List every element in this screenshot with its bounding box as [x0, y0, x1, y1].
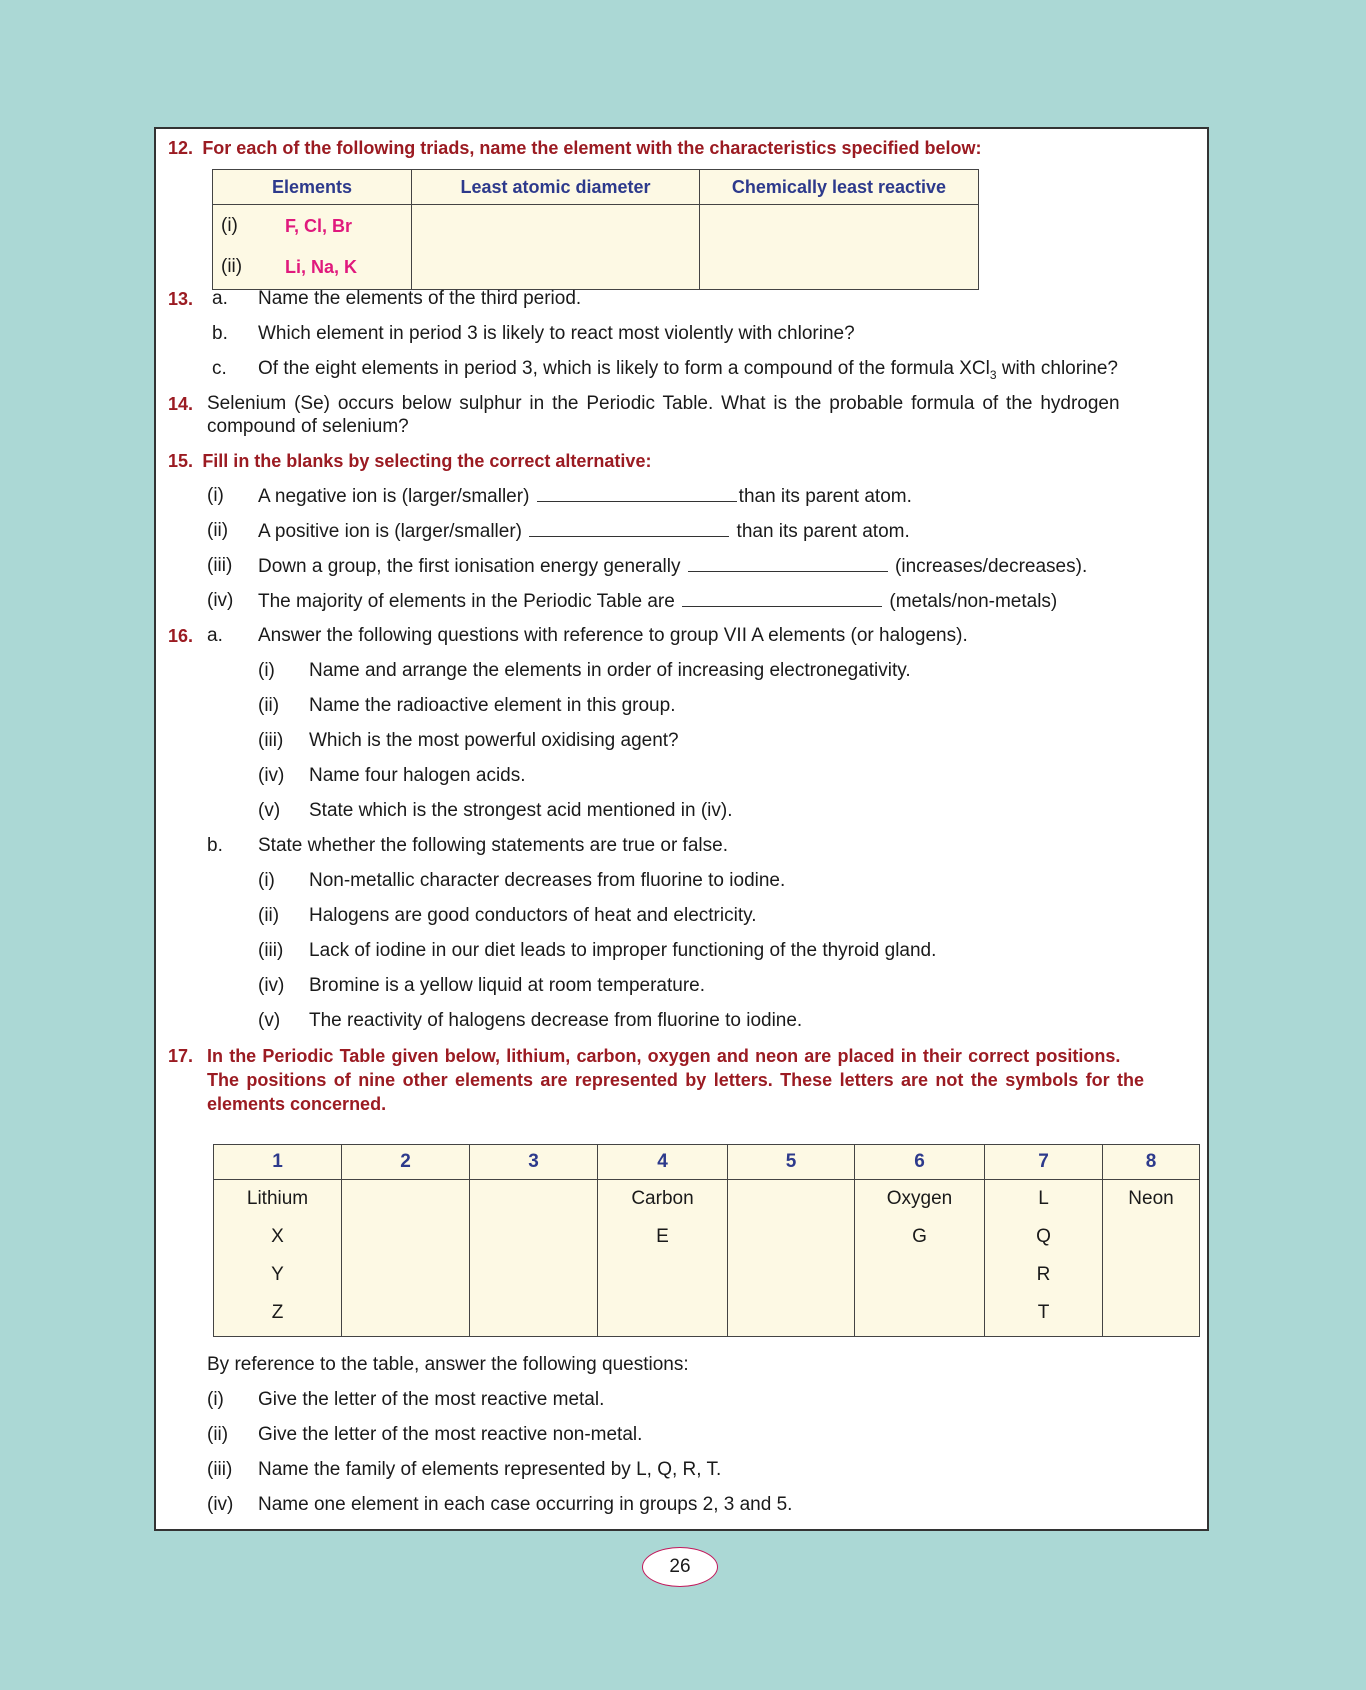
- group-header: 3: [470, 1145, 598, 1180]
- group-column: [214, 1180, 342, 1337]
- question-number: 14.: [168, 394, 194, 414]
- blank-line[interactable]: [537, 485, 737, 502]
- item-text: State which is the strongest acid mentioned in (iv).: [309, 800, 733, 821]
- question-16: [168, 625, 193, 648]
- item-label: (iv): [207, 1494, 234, 1515]
- group-column: [342, 1180, 470, 1337]
- element-entry: Z: [271, 1302, 284, 1323]
- item-text: Name one element in each case occurring in groups 2, 3 and 5.: [258, 1494, 793, 1515]
- sub-question: Of the eight elements in period 3, which is likely to form a compound of the formula XCl$_3$ with chlorine?: [258, 358, 1118, 382]
- fill-blank-item: The majority of elements in the Periodic Table are (metals/non-metals): [258, 591, 1058, 612]
- item-label: (ii): [258, 695, 280, 716]
- group-column: [728, 1180, 855, 1337]
- item-label: (iv): [207, 590, 234, 611]
- sub-question: Name the elements of the third period.: [258, 288, 582, 309]
- triad-elements: Li, Na, K: [285, 257, 358, 277]
- group-header: 5: [728, 1145, 855, 1180]
- sub-label: c.: [212, 358, 227, 379]
- question-text: In the Periodic Table given below, lithium, carbon, oxygen and neon are placed in their correct positions.: [207, 1046, 1121, 1066]
- row-label: (ii): [221, 256, 243, 277]
- item-label: (ii): [207, 1424, 229, 1445]
- sub-label: a.: [207, 625, 223, 646]
- question-number: 15.: [168, 451, 194, 471]
- element-entry: R: [1036, 1264, 1051, 1285]
- item-text: Name four halogen acids.: [309, 765, 526, 786]
- question-number: 12.: [168, 138, 194, 158]
- group-column: [855, 1180, 985, 1337]
- item-label: (i): [258, 870, 275, 891]
- question-text: The positions of nine other elements are represented by letters. These letters are not the symbols for the: [207, 1070, 1145, 1090]
- element-entry: G: [912, 1226, 927, 1247]
- group-column: [985, 1180, 1103, 1337]
- sub-label: b.: [212, 323, 228, 344]
- question-number: 16.: [168, 626, 194, 646]
- blank-line[interactable]: [529, 520, 729, 537]
- element-entry: T: [1037, 1302, 1050, 1323]
- item-label: (ii): [258, 905, 280, 926]
- element-entry: Q: [1036, 1226, 1051, 1247]
- item-label: (i): [207, 1389, 224, 1410]
- element-entry: Oxygen: [886, 1188, 953, 1209]
- item-label: (iii): [207, 555, 233, 576]
- item-text: Non-metallic character decreases from fluorine to iodine.: [309, 870, 786, 891]
- sub-question: Which element in period 3 is likely to react most violently with chlorine?: [258, 323, 855, 344]
- question-text: For each of the following triads, name the element with the characteristics specified below:: [202, 138, 982, 158]
- group-column: [1103, 1180, 1200, 1337]
- item-text: Give the letter of the most reactive metal.: [258, 1389, 605, 1410]
- item-text: Lack of iodine in our diet leads to improper functioning of the thyroid gland.: [309, 940, 937, 961]
- item-label: (v): [258, 1010, 281, 1031]
- item-label: (iii): [207, 1459, 233, 1480]
- element-entry: Carbon: [631, 1188, 694, 1209]
- question-12: [168, 137, 981, 160]
- blank-line[interactable]: [688, 555, 888, 572]
- table-header: Elements: [213, 170, 412, 205]
- item-label: (iv): [258, 975, 285, 996]
- fill-blank-item: A negative ion is (larger/smaller) than its parent atom.: [258, 486, 912, 507]
- group-header: 8: [1103, 1145, 1200, 1180]
- question-number: 17.: [168, 1046, 194, 1066]
- group-header: 4: [598, 1145, 728, 1180]
- answer-cell[interactable]: [412, 205, 700, 290]
- group-column: [598, 1180, 728, 1337]
- question-15: [168, 450, 651, 473]
- group-header: 6: [855, 1145, 985, 1180]
- question-text: compound of selenium?: [207, 416, 409, 437]
- item-label: (iii): [258, 940, 284, 961]
- item-text: The reactivity of halogens decrease from fluorine to iodine.: [309, 1010, 803, 1031]
- item-label: (ii): [207, 520, 229, 541]
- table-header: Least atomic diameter: [412, 170, 700, 205]
- sub-question: State whether the following statements are true or false.: [258, 835, 728, 856]
- blank-line[interactable]: [682, 590, 882, 607]
- item-label: (iii): [258, 730, 284, 751]
- item-text: Name and arrange the elements in order of increasing electronegativity.: [309, 660, 911, 681]
- group-header: 1: [214, 1145, 342, 1180]
- table-header: Chemically least reactive: [700, 170, 979, 205]
- element-entry: Neon: [1128, 1188, 1174, 1209]
- item-label: (v): [258, 800, 281, 821]
- element-entry: Lithium: [246, 1188, 309, 1209]
- item-text: Halogens are good conductors of heat and electricity.: [309, 905, 757, 926]
- table-cell: [213, 205, 412, 290]
- item-label: (iv): [258, 765, 285, 786]
- question-text: Selenium (Se) occurs below sulphur in the Periodic Table. What is the probable formula of the hydrogen: [207, 393, 1120, 414]
- sub-label: a.: [212, 288, 228, 309]
- row-label: (i): [221, 215, 238, 236]
- fill-blank-item: A positive ion is (larger/smaller) than its parent atom.: [258, 521, 910, 542]
- answer-cell[interactable]: [700, 205, 979, 290]
- question-13: [168, 288, 193, 311]
- question-17: [168, 1045, 193, 1068]
- question-text: Fill in the blanks by selecting the correct alternative:: [202, 451, 652, 471]
- item-label: (i): [207, 485, 224, 506]
- periodic-table: [213, 1144, 1200, 1337]
- item-label: (i): [258, 660, 275, 681]
- item-text: Bromine is a yellow liquid at room temperature.: [309, 975, 706, 996]
- triad-elements: F, Cl, Br: [285, 216, 353, 236]
- group-column: [470, 1180, 598, 1337]
- item-text: Name the radioactive element in this group.: [309, 695, 676, 716]
- group-header: 2: [342, 1145, 470, 1180]
- item-text: Which is the most powerful oxidising agent?: [309, 730, 679, 751]
- table-instructions: By reference to the table, answer the following questions:: [207, 1354, 689, 1375]
- element-entry: L: [1038, 1188, 1049, 1209]
- worksheet-page: [154, 127, 1209, 1531]
- group-header: 7: [985, 1145, 1103, 1180]
- item-text: Name the family of elements represented by L, Q, R, T.: [258, 1459, 722, 1480]
- triads-table: [212, 169, 979, 290]
- element-entry: X: [271, 1226, 284, 1247]
- sub-label: b.: [207, 835, 223, 856]
- element-entry: E: [656, 1226, 669, 1247]
- element-entry: Y: [271, 1264, 284, 1285]
- item-text: Give the letter of the most reactive non-metal.: [258, 1424, 643, 1445]
- question-14: [168, 393, 193, 416]
- page-number: 26: [642, 1547, 718, 1587]
- question-text: elements concerned.: [207, 1094, 387, 1114]
- sub-question: Answer the following questions with reference to group VII A elements (or halogens).: [258, 625, 968, 646]
- question-number: 13.: [168, 289, 194, 309]
- fill-blank-item: Down a group, the first ionisation energy generally (increases/decreases).: [258, 556, 1088, 577]
